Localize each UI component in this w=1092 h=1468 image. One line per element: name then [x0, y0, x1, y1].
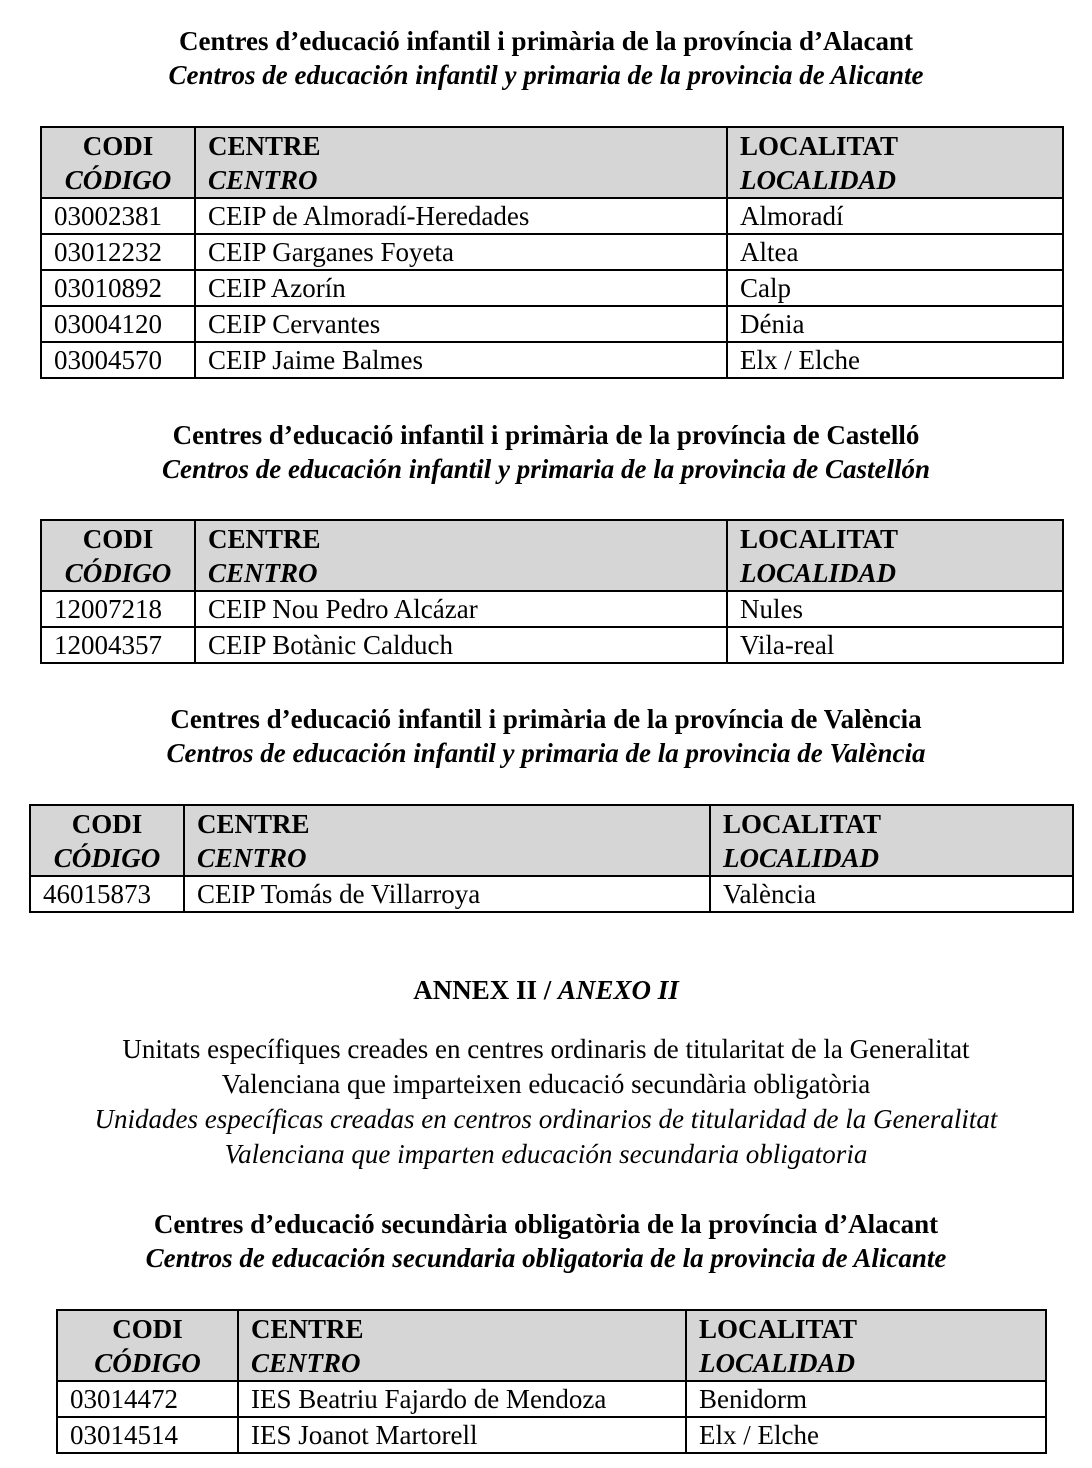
cell-code: 03004120 — [41, 306, 195, 342]
section-heading-valencia-primary — [0, 702, 1092, 770]
cell-code: 03014514 — [57, 1417, 238, 1453]
annex-desc-es-1: Unidades específicas creadas en centros ordinarios de titularidad de la Generalitat — [94, 1104, 998, 1134]
table-row — [41, 234, 1063, 270]
header-locality: LOCALITAT LOCALIDAD — [727, 520, 1063, 591]
table-row — [41, 342, 1063, 378]
centres-table-alacant-primary — [40, 126, 1064, 379]
cell-locality: València — [710, 876, 1073, 912]
centres-table-castello-primary — [40, 519, 1064, 664]
cell-locality: Vila-real — [727, 627, 1063, 663]
header-locality: LOCALITAT LOCALIDAD — [710, 805, 1073, 876]
cell-centre: CEIP Jaime Balmes — [195, 342, 727, 378]
cell-locality: Elx / Elche — [686, 1417, 1046, 1453]
section-subtitle: Centros de educación secundaria obligatoria de la provincia de Alicante — [145, 1243, 947, 1273]
header-locality: LOCALITAT LOCALIDAD — [686, 1310, 1046, 1381]
section-title: Centres d’educació secundària obligatòria de la província d’Alacant — [153, 1209, 939, 1239]
section-subtitle: Centros de educación infantil y primaria de la provincia de Castellón — [161, 454, 930, 484]
section-heading-alacant-primary — [0, 24, 1092, 92]
section-title: Centres d’educació infantil i primària de la província de Castelló — [172, 420, 920, 450]
cell-code: 03004570 — [41, 342, 195, 378]
header-centre: CENTRE CENTRO — [195, 520, 727, 591]
table-row — [41, 198, 1063, 234]
section-subtitle: Centros de educación infantil y primaria de la provincia de València — [166, 738, 926, 768]
cell-locality: Altea — [727, 234, 1063, 270]
table-row — [41, 306, 1063, 342]
cell-code: 12007218 — [41, 591, 195, 627]
cell-centre: CEIP Azorín — [195, 270, 727, 306]
annex-desc-ca-2: Valenciana que imparteixen educació secundària obligatòria — [221, 1069, 871, 1099]
header-code: CODI CÓDIGO — [41, 127, 195, 198]
annex-title — [0, 973, 1092, 1007]
cell-code: 03012232 — [41, 234, 195, 270]
table-header-row — [41, 127, 1063, 198]
cell-centre: CEIP Botànic Calduch — [195, 627, 727, 663]
table-row — [41, 627, 1063, 663]
header-centre: CENTRE CENTRO — [238, 1310, 686, 1381]
annex-title-es: ANEXO II — [557, 975, 679, 1005]
header-centre: CENTRE CENTRO — [184, 805, 710, 876]
header-code: CODI CÓDIGO — [41, 520, 195, 591]
section-heading-castello-primary — [0, 418, 1092, 486]
header-centre: CENTRE CENTRO — [195, 127, 727, 198]
cell-code: 46015873 — [30, 876, 184, 912]
table-row — [41, 270, 1063, 306]
cell-centre: CEIP Nou Pedro Alcázar — [195, 591, 727, 627]
cell-centre: CEIP de Almoradí-Heredades — [195, 198, 727, 234]
centres-table-alacant-secondary — [56, 1309, 1047, 1454]
cell-locality: Nules — [727, 591, 1063, 627]
cell-centre: CEIP Cervantes — [195, 306, 727, 342]
cell-centre: IES Joanot Martorell — [238, 1417, 686, 1453]
annex-desc-es-2: Valenciana que imparten educación secundaria obligatoria — [224, 1139, 868, 1169]
cell-locality: Almoradí — [727, 198, 1063, 234]
annex-description — [0, 1032, 1092, 1172]
annex-title-ca: ANNEX II / — [413, 975, 552, 1005]
cell-code: 03014472 — [57, 1381, 238, 1417]
header-locality: LOCALITAT LOCALIDAD — [727, 127, 1063, 198]
annex-desc-ca-1: Unitats específiques creades en centres ordinaris de titularitat de la Generalitat — [122, 1034, 970, 1064]
table-row — [57, 1417, 1046, 1453]
cell-code: 12004357 — [41, 627, 195, 663]
table-header-row — [41, 520, 1063, 591]
header-code: CODI CÓDIGO — [30, 805, 184, 876]
cell-centre: CEIP Garganes Foyeta — [195, 234, 727, 270]
section-title: Centres d’educació infantil i primària de la província d’Alacant — [179, 26, 913, 56]
cell-locality: Elx / Elche — [727, 342, 1063, 378]
cell-centre: CEIP Tomás de Villarroya — [184, 876, 710, 912]
cell-locality: Benidorm — [686, 1381, 1046, 1417]
cell-code: 03002381 — [41, 198, 195, 234]
section-heading-alacant-secondary — [0, 1207, 1092, 1275]
section-subtitle: Centros de educación infantil y primaria de la provincia de Alicante — [168, 60, 924, 90]
table-row — [57, 1381, 1046, 1417]
cell-locality: Dénia — [727, 306, 1063, 342]
table-row — [30, 876, 1073, 912]
table-row — [41, 591, 1063, 627]
cell-code: 03010892 — [41, 270, 195, 306]
header-code: CODI CÓDIGO — [57, 1310, 238, 1381]
table-header-row — [57, 1310, 1046, 1381]
centres-table-valencia-primary — [29, 804, 1074, 913]
cell-locality: Calp — [727, 270, 1063, 306]
table-header-row — [30, 805, 1073, 876]
section-title: Centres d’educació infantil i primària de la província de València — [170, 704, 922, 734]
cell-centre: IES Beatriu Fajardo de Mendoza — [238, 1381, 686, 1417]
